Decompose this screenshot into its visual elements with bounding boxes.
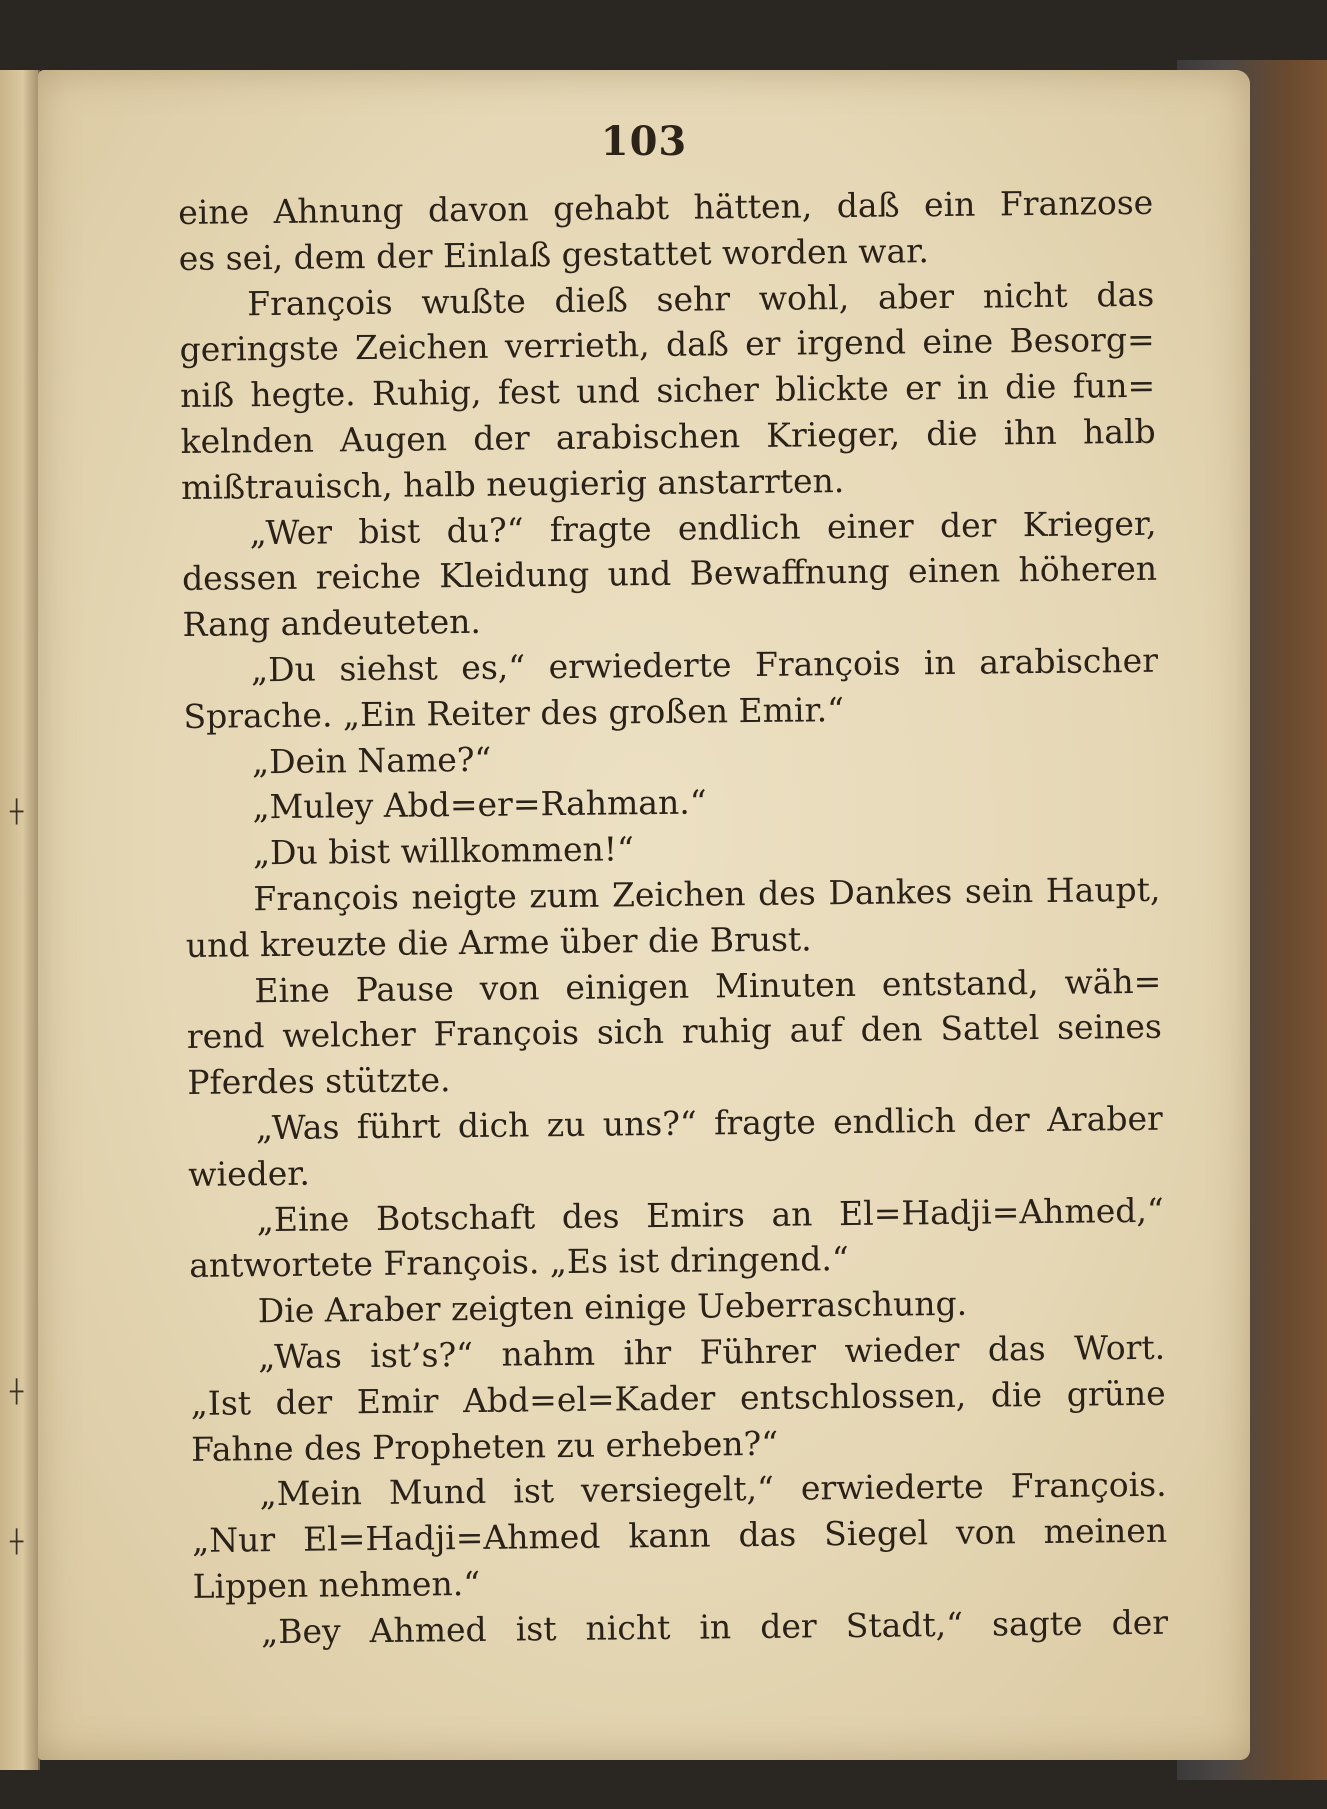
text-line: „Du siehst es,“ erwiederte François in arabischer [250,640,1159,690]
text-line: Eine Pause von einigen Minuten entstand, wäh= [254,961,1162,1010]
text-line: „Nur El=Hadji=Ahmed kann das Siegel von meinen [191,1510,1168,1561]
text-line: rend welcher François sich ruhig auf den Sattel seines [186,1007,1163,1057]
text-line: Pferdes stützte. [187,1060,451,1103]
text-line: „Muley Abd=er=Rahman.“ [252,782,707,827]
text-line: kelnden Augen der arabischen Krieger, die ihn halb [180,411,1156,461]
book-page [38,70,1250,1760]
text-line: eine Ahnung davon gehabt hätten, daß ein Franzose [178,182,1154,232]
text-line: „Eine Botschaft des Emirs an El=Hadji=Ahmed,“ [256,1190,1164,1239]
text-line: „Mein Mund ist versiegelt,“ erwiederte François. [259,1465,1167,1514]
text-line: wieder. [188,1153,311,1194]
page-body-text [178,180,1168,1656]
text-line: François wußte dieß sehr wohl, aber nicht das [246,274,1155,323]
margin-tick-mark: ┼ [10,1530,24,1555]
text-line: es sei, dem der Einlaß gestattet worden war. [178,230,930,278]
text-line: Rang andeuteten. [182,602,482,645]
margin-tick-mark: ┼ [10,1380,24,1405]
text-line: „Bey Ahmed ist nicht in der Stadt,“ sagte der [260,1602,1169,1651]
text-line: Die Araber zeigten einige Ueberraschung. [257,1283,968,1331]
text-line: Fahne des Propheten zu erheben?“ [190,1423,779,1469]
text-line: und kreuzte die Arme über die Brust. [185,919,812,965]
text-line: geringste Zeichen verrieth, daß er irgend eine Besorg= [179,320,1155,370]
text-line: Lippen nehmen.“ [192,1563,481,1606]
text-line: „Was ist’s?“ nahm ihr Führer wieder das Wort. [258,1327,1166,1377]
text-line: Sprache. „Ein Reiter des großen Emir.“ [183,689,845,736]
text-line: „Ist der Emir Abd=el=Kader entschlossen, die grüne [190,1373,1166,1423]
left-page-edge [0,70,40,1770]
text-line: mißtrauisch, halb neugierig anstarrten. [180,460,845,507]
margin-tick-mark: ┼ [10,800,24,825]
text-line: „Was führt dich zu uns?“ fragte endlich der Araber [255,1098,1163,1148]
text-line: dessen reiche Kleidung und Bewaffnung einen höheren [181,549,1158,599]
text-line: „Du bist willkommen!“ [252,829,635,873]
text-line: niß hegte. Ruhig, fest und sicher blickte er in die fun= [179,365,1156,416]
page-number: 103 [600,118,688,165]
text-line: „Wer bist du?“ fragte endlich einer der Krieger, [249,503,1157,552]
text-line: „Dein Name?“ [251,739,492,781]
text-line: François neigte zum Zeichen des Dankes sein Haupt, [253,869,1161,919]
text-line: antwortete François. „Es ist dringend.“ [189,1239,849,1286]
